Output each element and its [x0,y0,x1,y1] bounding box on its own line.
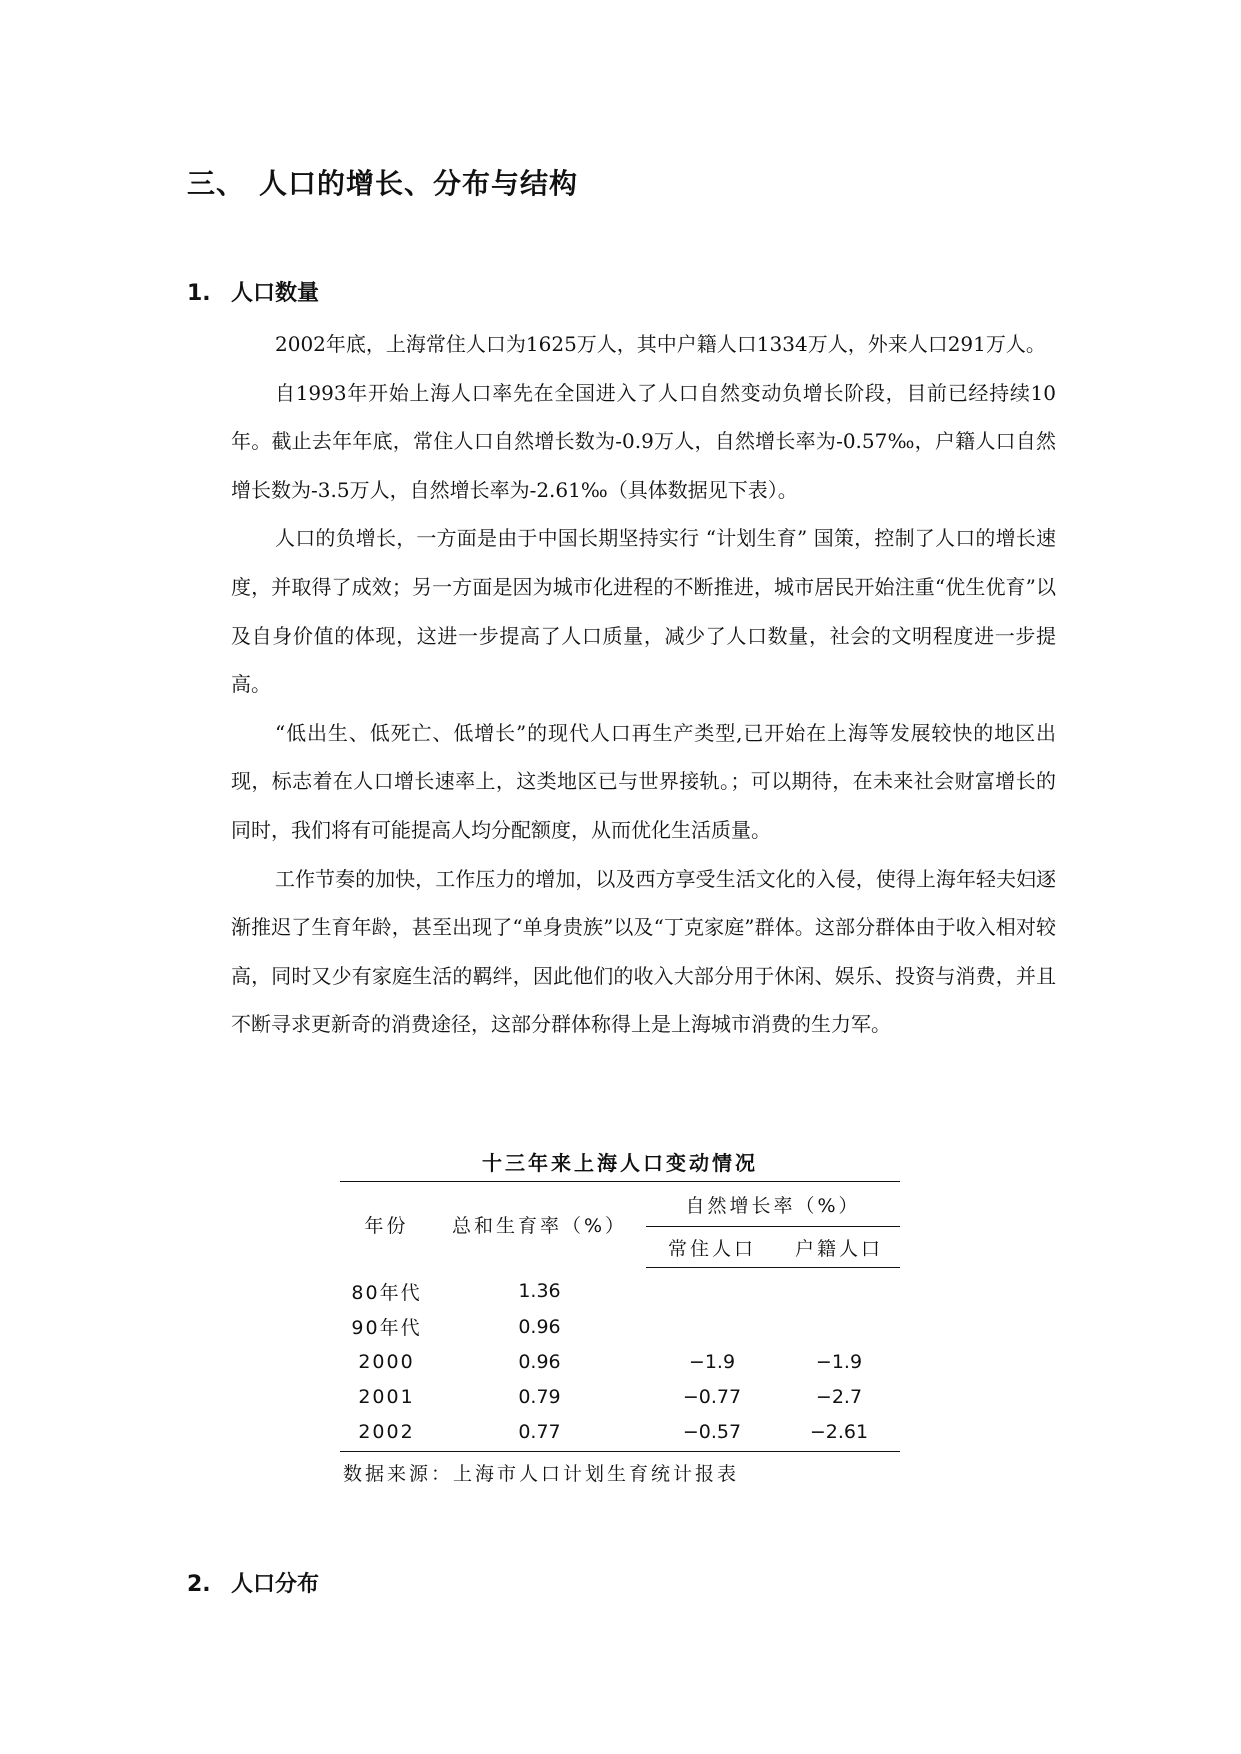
table-source-note: 数据来源：上海市人口计划生育统计报表 [343,1463,740,1485]
header-registered: 户籍人口 [778,1227,900,1268]
table-row [340,1379,900,1414]
population-change-table [340,1181,900,1452]
subsection-heading-population-distribution [187,1567,319,1598]
header-natural-growth: 自然增长率（%） [646,1182,900,1227]
subsection-title: 人口数量 [231,281,320,306]
cell-resident [646,1268,778,1310]
cell-registered [778,1268,900,1310]
header-resident: 常住人口 [646,1227,778,1268]
table-row [340,1344,900,1379]
section-title-text: 人口的增长、分布与结构 [259,167,579,200]
subsection-number: 2. [187,1572,211,1597]
subsection-title: 人口分布 [231,1572,320,1597]
body-text [231,320,1056,1049]
table-row [340,1414,900,1452]
table-row [340,1309,900,1344]
cell-year: 2002 [340,1414,433,1452]
cell-year: 2001 [358,1385,415,1408]
cell-year: 2000 [358,1350,415,1373]
paragraph: 工作节奏的加快，工作压力的增加，以及西方享受生活文化的入侵，使得上海年轻夫妇逐渐推迟了生育年龄，甚至出现了“单身贵族”以及“丁克家庭”群体。这部分群体由于收入相对较高，同时又少有家庭生活的羁绊，因此他们的收入大部分用于休闲、娱乐、投资与消费，并且不断寻求更新奇的消费途径，这部分群体称得上是上海城市消费的生力军。 [231,866,1056,1037]
cell-tfr: 0.77 [433,1414,646,1452]
cell-tfr: 0.79 [518,1385,561,1408]
section-number: 三、 [187,167,246,200]
paragraph: 人口的负增长，一方面是由于中国长期坚持实行 “计划生育” 国策，控制了人口的增长速度，并取得了成效；另一方面是因为城市化进程的不断推进，城市居民开始注重“优生优育”以及自身价值的体现，这进一步提高了人口质量，减少了人口数量，社会的文明程度进一步提高。 [231,526,1056,697]
cell-resident: −0.57 [646,1414,778,1452]
cell-year: 90年代 [351,1317,422,1339]
subsection-heading-population-size [187,276,319,307]
paragraph: 2002年底，上海常住人口为1625万人，其中户籍人口1334万人，外来人口291万人。 [275,332,1046,356]
paragraph: 自1993年开始上海人口率先在全国进入了人口自然变动负增长阶段，目前已经持续10年。截止去年年底，常住人口自然增长数为-0.9万人，自然增长率为-0.57‰，户籍人口自然增长数为-3.5万人，自然增长率为-2.61‰（具体数据见下表）。 [231,380,1056,502]
cell-registered: −2.7 [815,1385,863,1408]
table-title: 十三年来上海人口变动情况 [482,1151,758,1175]
cell-resident: −1.9 [688,1350,736,1373]
header-tfr: 总和生育率（%） [433,1182,646,1268]
section-title [187,162,578,202]
table-row [340,1268,900,1310]
cell-registered: −2.61 [778,1414,900,1452]
cell-resident: −0.77 [682,1385,742,1408]
cell-year: 80年代 [351,1281,422,1304]
header-year: 年份 [340,1182,433,1268]
subsection-number: 1. [187,281,211,306]
cell-registered: −1.9 [815,1350,863,1373]
cell-tfr: 1.36 [518,1280,561,1303]
cell-tfr: 0.96 [518,1315,561,1338]
cell-resident [646,1309,778,1344]
paragraph: “低出生、低死亡、低增长”的现代人口再生产类型,已开始在上海等发展较快的地区出现，标志着在人口增长速率上，这类地区已与世界接轨。；可以期待，在未来社会财富增长的同时，我们将有可能提高人均分配额度，从而优化生活质量。 [231,720,1056,842]
cell-tfr: 0.96 [518,1350,561,1373]
cell-registered [778,1309,900,1344]
